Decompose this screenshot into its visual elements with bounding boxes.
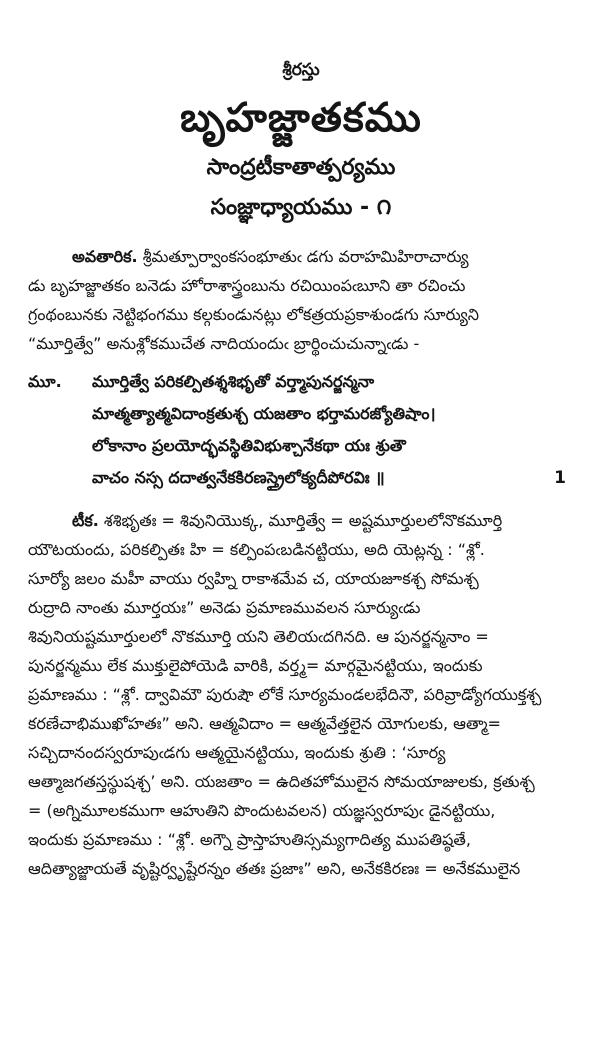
- verse-line: మాత్మత్యాత్మవిదాంక్రతుశ్చ యజతాం భర్తామరజ్యోతిషాం।: [92, 404, 436, 423]
- intro-line: డు బృహజ్జాతకం బనెడు హోరాశాస్త్రంబును రచియింపఁబూని తా రచించు: [28, 276, 466, 295]
- commentary-line: పునర్జన్మము లేక ముక్తులైపోయెడి వారికి, వర్త్మ= మార్గమైనట్టియు, ఇందుకు: [28, 656, 483, 675]
- commentary-line: శివునియష్టమూర్తులలో నొకమూర్తి యని తెలియఁదగినది. ఆ పునర్జన్మనాం =: [28, 627, 489, 646]
- commentary-line: సూర్యో జలం మహీ వాయు ర్వహ్ని రాకాశమేవ చ, యాయజూకశ్చ సోమశ్చ: [28, 569, 479, 588]
- book-title: బృహజ్జాతకము: [180, 95, 422, 141]
- intro-line: “మూర్తిత్వే” అనుశ్లోకముచేత నాదియందుఁ బ్రార్థించుచున్నాఁడు -: [28, 334, 420, 353]
- commentary-line: సచ్చిదానందస్వరూపుఁడగు ఆత్మయైనట్టియు, ఇందుకు శ్రుతి : ‘సూర్య: [28, 743, 446, 762]
- commentary-label: టీక.: [72, 511, 99, 530]
- intro-line: గ్రంథంబునకు నెట్టిభంగము కల్గకుండునట్లు లోకత్రయప్రకాశుండగు సూర్యుని: [28, 305, 480, 324]
- commentary-text: శశిభృతః = శివునియొక్క, మూర్తిత్వే = అష్టమూర్తులలోనొకమూర్తి: [103, 511, 503, 530]
- intro-label: అవతారిక.: [72, 247, 138, 266]
- verse-label: మూ.: [28, 372, 62, 391]
- commentary-line: యౌటయందు, పరికల్పితః హి = కల్పింపఁబడినట్టియు, అది యెట్లన్న : “శ్లో.: [28, 540, 485, 559]
- chapter-heading: సంజ్ఞాధ్యాయము - ౧: [210, 195, 392, 220]
- verse-line: వాచం నస్స దదాత్వనేకకిరణస్త్రైలోక్యదీపోరవిః ॥: [92, 468, 385, 487]
- verse-line: లోకానాం ప్రలయోద్భవస్థితివిభుశ్చానేకథా యః శ్రుతౌ: [92, 436, 406, 455]
- intro-line: [28, 242, 574, 271]
- intro-text: శ్రీమత్పూర్వాంకసంభూతుఁ డగు వరాహమిహిరాచార్యు: [142, 247, 469, 266]
- commentary-line: = (అగ్నిమూలకముగా ఆహుతిని పొందుటవలన) యజ్ఞస్వరూపుఁ డైనట్టియు,: [28, 801, 496, 820]
- commentary-line: ప్రమాణము : “శ్లో. ద్వావిమౌ పురుషౌ లోకే సూర్యమండలభేదినౌ, పరివ్రాడ్యోగయుక్తశ్చ: [28, 685, 542, 704]
- book-subtitle: సాంద్రటీకాతాత్పర్యము: [206, 155, 396, 180]
- verse-block: [28, 366, 574, 494]
- commentary-line: ఇందుకు ప్రమాణము : “శ్లో. అగ్నౌ ప్రాస్తాహుతిస్సమ్యగాదిత్య ముపతిష్ఠతే,: [28, 830, 471, 849]
- verse-line: మూర్తిత్వే పరికల్పితశ్శశిభృతో వర్త్మాపునర్జన్మనా: [92, 372, 375, 391]
- commentary-line: ఆదిత్యాజ్జాయతే వృష్టిర్వృష్టేరన్నం తతః ప్రజాః” అని, అనేకకిరణః = అనేకములైన: [28, 859, 521, 878]
- commentary-line: ఆత్మాజగతస్తస్థుషశ్చ’ అని. యజతాం = ఉదితహోములైన సోమయాజులకు, క్రతుశ్చ: [28, 772, 535, 791]
- invocation-heading: శ్రీరస్తు: [282, 60, 320, 80]
- commentary-paragraph: [28, 506, 574, 883]
- commentary-line: రుద్రాది నాంతు మూర్తయః” అనెడు ప్రమాణమువలన సూర్యుఁడు: [28, 598, 421, 617]
- intro-paragraph: [28, 242, 574, 358]
- commentary-line: [28, 506, 574, 535]
- verse-number: 1: [554, 468, 566, 488]
- commentary-line: కరణేచాభిముఖోహతః” అని. ఆత్మవిదాం = ఆత్మవేత్తలైన యోగులకు, ఆత్మా=: [28, 714, 501, 733]
